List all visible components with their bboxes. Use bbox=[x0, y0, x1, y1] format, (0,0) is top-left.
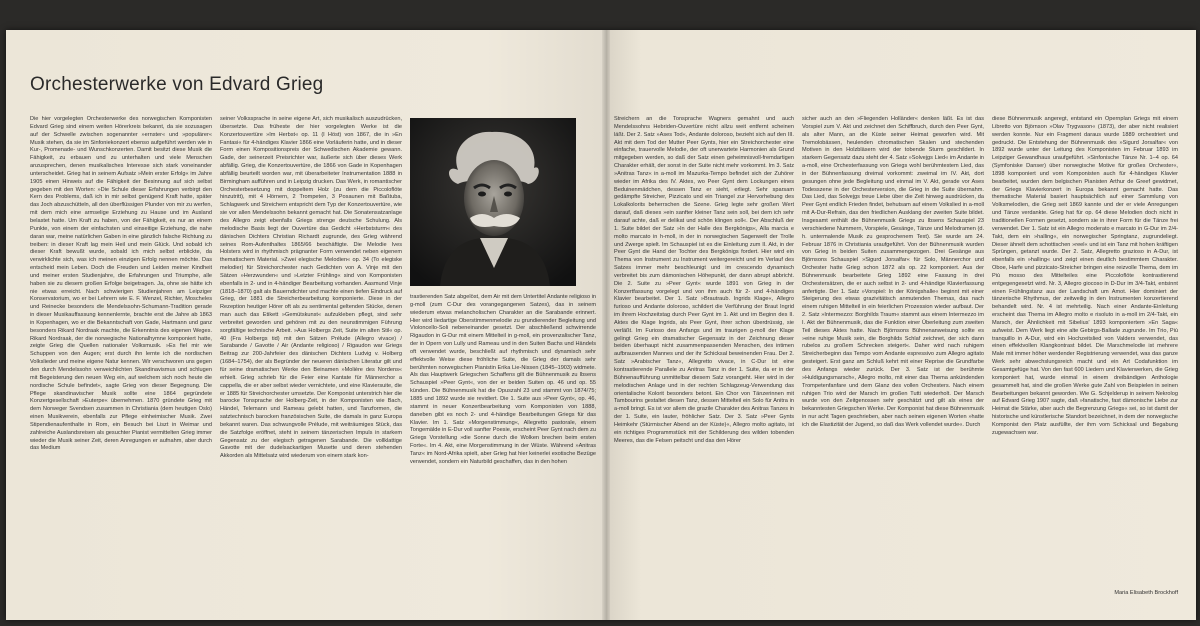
booklet-spread bbox=[6, 30, 1196, 620]
page-gutter bbox=[602, 30, 610, 620]
column-text: seiner Volkssprache in seine eigene Art, sich musikalisch auszudrücken, übersetzte. Das früheste der hier vorgelegten Werke ist die Konzertouvertüre »Im Herbst« op. 11 (I Höst) von 1867, die in »En Fantasi« für 4-händiges Klavier 1866 eine Vorläuferin hatte, und in dieser Form einen Kompositionspreis der Schwedischen Akademie gewann. Gade, der seinerzeit Preisrichter war, äußerte sich über dieses Werk abfällig. Grieg, die Konzertouvertüre, die 1866 von Gade in Kopenhagen abfällig beurteilt worden war, mit überarbeiteter Instrumentation 1888 in Birmingham aufführen und in Leipzig drucken. Das Werk, in romantischer Orchesterbesetzung mit doppeltem Holz (zu dem die Piccoloflöte hinzutritt), mit 4 Hörnern, 2 Trompeten, 3 Posaunen mit Baßtuba, Schlagwerk und Streichern entspricht dem Typ der Konzertouvertüre, wie sie vor allen Mendelssohn bekannt gemacht hat. Die Sonatensatzanlage des Allegro zeigt ebenfalls Griegs strenge deutsche Schulung. Als melodische Basis liegt der Ouvertüre das Gedicht »Herbststurm« des dänischen Dichters Christian Richardt zugrunde, des Grieg während seines Rom-Aufenthaltes 1865/66 beschäftigte. Die Melodie Ives Holsters wird in rhythmisch prägnanter Form verwendet neben eigenem thematischem Material. »Zwei elegische Melodien« op. 34 (To elegiske melodier) für Streichorchester nach Gedichten von A. Vinje mit den Sätzen »Herzwunden« und »Letzter Frühling« sind von Komponisten ebenfalls in 2- und in 4-händiger Bearbeitung vorhanden. Aasmund Vinje (1818–1870) galt als Bauerndichter und machte einen tiefen Eindruck auf Grieg, der 1881 die Streicherbearbeitung komponierte. Diese in der Rezeption heutiger Hörer oft als zu sentimental geltenden Stücke, denen man auch das Etikett »Gemütskunst« aufzukleben pflegt, sind sehr verbreitet geworden und gehören mit zu den neunstimmigen Führung sorgfältige technische Arbeit. »Aus Holbergs Zeit, Suite im alten Stil« op. 40 (Fra Holbergs tid) mit den Sätzen Prélude (Allegro vivace) / Sarabande / Gavotte / Air (Andante religioso) / Rigaudon war Griegs Beitrag zur 200-Jahrfeier des dänischen Dichters Ludvig v. Holberg (1684–1754), der als Begründer der neueren dänischen Literatur gilt und für seine dramatischen Werke den Beinamen »Molière des Nordens« erhielt. Grieg schrieb für die Feier eine Kantate für Männerchor a cappella, die er aber selbst wieder vernichtete, und eine Klaviersuite, die er 1885 für Streichorchester umsetzte. Der Komponist unterstrich hier die barocke Tonsprache der Holberg-Zeit, in der Komponisten wie Bach, Händel, Telemann und Rameau gelebt hatten, und Tanzformen, die satztechnisch barocken französischen Suite, die damals in ganz Europa bekannt waren. Das schwungvolle Prélude, mit weiträumiges Stück, das die Satzfolge eröffnet, steht in seinem tänzerischen Impuls in starkem Gegensatz zu der elegisch getragenen Sarabande. Die vollklattige Gavotte mit der dudelsackartigen Musette und deren stehenden Akkorden als Mittelsatz wird wiederum von einem stark kon- bbox=[220, 116, 402, 460]
portrait-illustration bbox=[410, 118, 576, 286]
page-title: Orchesterwerke von Edvard Grieg bbox=[30, 74, 324, 95]
text-column-4 bbox=[614, 116, 794, 616]
text-column-1 bbox=[30, 116, 212, 616]
text-column-2 bbox=[220, 116, 402, 616]
portrait-photo bbox=[410, 118, 576, 286]
column-text: trastierenden Satz abgelöst, dem Air mit dem Untertitel Andante religioso in g-moll (zum C-Dur des vorangegangenen Satzes), das in seinem wiederum etwas melancholischen Charakter an die Sarabande erinnert. Hier wird liedartige Oberstimmenmelodie zu grundierender Begleitung und Violoncello-Soli nebeneinander gesetzt. Der abschließend schwirrende Rigaudon in G-Dur mit einem Mittelteil in g-moll, ein provenzalischer Tanz, der in Opern von Lully und Rameau und in den Suiten Bachs und Händels oft verwendet wurde, beschließt auf rhythmisch und dynamisch sehr effektvolle Weise diese fröhliche Suite, die Grieg der damals sehr berühmten norwegischen Pianistin Erika Lie-Nissen (1845–1903) widmete. Als das Hauptwerk Griegschen Schaffens gilt die Bühnenmusik zu Ibsens Schauspiel »Peer Gynt«, von der er beiden Suiten op. 46 und op. 55 künden. Die Bühnenmusik hat die Opuszahl 23 und stammt von 1874/75; 1885 und 1892 wurde sie revidiert. Die 1. Suite aus »Peer Gynt«, op. 46, stammt in neuer Konzertbearbeitung vom Komponisten von 1888, daneben gibt es noch 2- und 4-händige Bearbeitungen Griegs für das Klavier. Im 1. Satz »Morgenstimmung«, Allegretto pastorale, einem Tongemälde in E-Dur voll sanfter Poesie, erscheint Peer Gynt nach dem zu Griegs Vorstellung »die Sonne durch die Wolken brechen beim ersten Forte«. Im 4. Akt, eine Morgenstimmung in der Wüste. Während »Anitras Tanz« im Nord-Afrika spielt, aber Grieg hat hier keinerlei exotische Bezüge verwendet, sondern ein Naturbild geschaffen, das in den hohen bbox=[410, 294, 596, 465]
column-text: Streichern an die Tonsprache Wagners gemahnt und auch Mendelssohns Hebriden-Ouvertüre nicht allzu weit entfernt scheinen läßt. Der 2. Satz »Ases Tod«, Andante doloroso, bezieht sich auf den III. Akt mit dem Tod der Mutter Peer Gynts, hier ein Streichorchester eine einfache, trauervolle Melodie, der oft unerwartete Harmonien als Grund mitgegeben werden, so daß der Satz einen geheimnisvoll-fremdartigen Charakter erhält, der sonst in der Suite nicht mehr vorkommt. Im 3. Satz »Anitras Tanz« in a-moll im Mazurka-Tempo befindet sich der Zuhörer wieder im Afrika des IV. Aktes, wo Peer Gynt dem Lockungen eines Beduinenmädchen, dessen Tanz er sieht, erliegt. Sehr sparsam gedämpfte Streicher, Pizzicato und ein Triangel zur Hervorhebung des Lokalkolorits beherrschen die Szene. Grieg legte sehr großen Wert darauf, daß dieses »ein sanfter kleiner Tanz sein soll, bei dem ich sehr darauf achte, daß er delikat und schön klingen soll«. Der Abschluß der 1. Suite bildet der Satz »In der Halle des Bergkönigs«, Alla marcia e molto marcato in h-moll, in der in norwegischen Sagenwelt der Trolle und Zwerge spielt. Im Schauspiel ist es die Einleitung zum II. Akt, in der Peer Gynt die Hand der Tochter des Bergkönigs fordert. Hier wird ein Thema von Instrument zu Instrument weitergereicht und im Verlauf des Satzes immer mehr beschleunigt und im crescendo dynamisch verbreitet bis zum dämonischen Höhepunkt, der dann abrupt abbricht. Die 2. Suite zu »Peer Gynt« wurde 1891 von Grieg in der Konzertfassung vorgelegt und von ihm auch für 2- und 4-händiges Klavier bearbeitet. Der 1. Satz »Brautraub. Ingrids Klage«, Allegro furioso und Andante doloroso, schildert die Verführung der Braut Ingrid im ihrem Hochzeitstag durch Peer Gynt im 1. Akt und im Beginn des II. Aktes die Klage Ingrids, als Peer Gynt, ihrer schon überdrüssig, sie verläßt. Im Furioso des Anfangs und im traurigen g-moll der Klage gelingt Grieg ein dramatischer Gegensatz in der Zeichnung dieser beiden überhaupt nicht zusammenpassenden Menschen, des intimen aufbrausenden Mannes und der ihr Schicksal beweinenden Frau. Der 2. Satz »Arabischer Tanz«, Allegretto vivace, in C-Dur ist eine kontrastierende Parallele zu Anitras Tanz in der 1. Suite, da er in der Bühnenaufführung unmittelbar diesem Satz vorangeht. Hier wird in der melodischen Anlage und in der rechten Schlagzeug-Verwendung das orientalische Kolorit besonders betont. Ein Chor von Tänzerinnen mit Tambourins gestaltet diesen Tanz, dessen Mittelteil ein Solo für Anitra in a-moll bringt. Es ist vor allem die grazile Charakter des Anitras Tanzes in der 1. Suite, ein lauter, fröhlicher Satz. Der 3. Satz »Peer Gynts Heimkehr (Stürmischer Abend an der Küste)«, Allegro molto agitato, ist ein richtiges Programmstück mit der Schilderung des wilden tobenden Meeres, das die Felsen peitscht und das den Hörer bbox=[614, 116, 794, 444]
column-text: sicher auch an den »Fliegenden Holländer« denken läßt. Es ist das Vorspiel zum V. Akt und zeichnet den Schiffbruch, durch den Peer Gynt, als alter Mann, an die Küste seiner Heimat geworfen wird. Mit Tremolobässen, heulenden chromatischen Skalen und stechenden Motiven in den Holzbläsern wird der tobende Sturm geschildert. In starkem Gegensatz dazu steht der 4. Satz »Solvejgs Lied« im Andante in a-moll, eine Orchesterfassung von Griegs wohl berühmtestem Lied, das in der Bühnenfassung dreimal vorkommt: zweimal im IV. Akt, dort gesungen ohne jede Begleitung und einmal im V. Akt, gerade vor Ases Todesszene in der Orchesterversion, die Grieg in die Suite übernahm. Das Lied, das Solvejgs treue Liebe über die Zeit hinweg ausdrücken, da Peer Gynt endlich Frieden findet, behutsam auf einem Volkslied in a-moll mit A-Dur-Refrain, das den friedlichen Ausklang der zweiten Suite bildet. Insgesamt enthält die Bühnenmusik Griegs zu Ibsens Schauspiel 23 verschiedene Nummern, Vorspiele, Gesänge, Tänze und Melodramen (d. h. untermalende Musik zu gesprochenem Text). Sie wurde am 24. Februar 1876 in Christiania uraufgeführt. Von der Bühnenmusik wurden von Grieg in beiden Suiten zusammengezogen. Drei Gesänge aus Björnsons Schauspiel »Sigurd Jorsalfar« für Solo, Männerchor und Orchester hatte Grieg schon 1872 als op. 22 komponiert. Aus der Bühnenmusik bearbeitete Grieg 1892 eine Fassung in drei Orchestersätzen, die er auch selbst in 2- und 4-händige Klavierfassung anfertigte. Der 1. Satz »Vorspiel: In der Königshalle« beginnt mit einer Steigerung des etwas grazivitätisch anmutenden Themas, das nach einem ruhigen Mittelteil in ein feierlichen Prozession wieder aufbaut. Der 2. Satz »Intermezzo: Borghilds Traum« stammt aus einem Intermezzo im I. Akt der Bühnenmusik, das die Funktion einer Überleitung zum zweiten Teil dieses Aktes hatte. Nach Björnsons Bühnenanweisung sollte es »eine ruhige Musik sein, die Borghilds Schlaf zeichnet, der sich dann rubelos zu großem Schrecken steigert«. Daher wird nach ruhigem Streicherbeginn das Tempo vom Andante espressivo zum Allegro agitato gesteigert. Erst ganz am Schluß kehrt mit einer Reprise die Grundfarbe des Anfangs wieder zurück. Der 3. Satz ist der berühmte »Huldigungsmarsch«, Allegro molto, mit einer das Thema ankündenden Trompetenfanfare und dem Glanz des vollen Orchesters. Nach einem ruhigen Trio wird der Marsch im großen Tutti wiederholt. Der Marsch wurde von den Zeitgenossen sehr geschätzt und gilt als eines der bekanntesten Griegschen Werke. Der Komponist hat diese Bühnenmusik in nur acht Tagen geschrieben, aber nach seinen eigenen Worten »hatte ich die Elastizität der Jugend, so daß das Werk vollendet wurde«. Durch bbox=[802, 116, 984, 428]
column-text: diese Bühnenmusik angeregt, entstand ein Opernplan Griegs mit einem Libretto von Björnson »Olav Trygvason« (1873), der aber nicht realisiert werden konnte. Nur ein Fragment daraus wurde 1889 orchestriert und gedruckt. Die Entstehung der Bühnenmusik des »Sigurd Jorsalfar« von 1892 wurde unter der Leitung des Komponisten im Februar 1893 im Leipziger Gewandhaus uraufgeführt. »Sinfonische Tänze Nr. 1–4 op. 64 (Symfoniske Danser) über norwegische Motive für großes Orchester«, 1898 komponiert und vom Komponisten auch für 4-händiges Klavier bearbeitet, wurden dem belgischen Pianisten Arthur de Greef gewidmet, der Griegs Klavierkonzert in Europa bekannt gemacht hatte. Das thematische Material basiert hauptsächlich auf einer Sammlung von Volksmelodien, die Grieg seit 1869 kannte und der er viele Anregungen und Tänze verdankte. Grieg hat für op. 64 diese Melodien doch nicht in traditionellen Formen gesetzt, sondern sie in ihrer Form für die Tänze frei verwendet. Der 1. Satz ist ein Allegro moderato e marcato in G-Dur im 2/4-Takt, dem ein »halling«, ein norwegischer Springtanz, zugrundeliegt. Dieser ähnelt dem schottischen »reel« und ist ein Tanz mit hohen kräftigen Sprüngen, getanzt wurde. Der 2. Satz, Allegretto grazioso in A-Dur, ist ebenfalls ein »halling« und zeigt einen deutlich bestimmtem Charakter. Oboe, Harfe und pizzicato-Streicher bringen eine reizvolle Thema, dem im Più mosso des Mittelteiles eine Piccoloflöte kontrastierend entgegengesetzt wird. Nr. 3, Allegro giocoso in D-Dur im 3/4-Takt, entsinnt einen Frühlingstanz aus der Landschaft um Amot. Hier dominiert der tänzerische Rhythmus, der zeitweilig in den Instrumenten konzertierend behandelt wird. Nr. 4 ist mehrteilig. Nach einer Andante-Einleitung erscheint das Thema im Allegro molto e risoluto in a-moll im 2/4-Takt, ein Marsch, der Ähnlichkeit mit Sibelius' 1893 komponiertem »En Saga« aufweist. Dem Werk liegt eine alte Gebirgs-Ballade zugrunde. Im Trio, Più tranquillo in A-Dur, wird ein Hochzeitslied von Valders verwendet, das einen effektvollen Klangkontrast bildet. Die Marschmelodie ist mehrere Male mit immer höher werdender Registrierung verwendet, was das ganze Werk sehr abwechslungsreich macht und ein Art Codafunktion im Gesamtgefüge hat. Von den fast 600 Liedern und Klavierwerken, die Grieg komponiert hat, wurde einmal in einem dreibändigen Anthologie gesammelt hat, sind die großen Werke gute Zahl von Beispielen in seinen Bearbeitungen bekannt geworden. Wie G. Schjelderup in seinem Nekrolog auf Edvard Grieg 1907 sagte, daß »fanatische, fast dämonische Liebe zur Heimat die Stärke, aber auch die Begrenzung Griegs« sei, so ist damit der historische und künstlerische Standort bezeichnet, in dem der norwegische Komponist den Platz ausfüllte, der ihm vom Schicksal und Begabung zugewachsen war. bbox=[992, 116, 1178, 436]
text-column-5 bbox=[802, 116, 984, 616]
text-column-3 bbox=[410, 294, 596, 616]
text-column-6 bbox=[992, 116, 1178, 588]
column-text: Die hier vorgelegten Orchesterwerke des norwegischen Komponisten Edvard Grieg sind einem weiten Hörerkreis bekannt, da sie sozusagen auf der Schwelle zwischen sogenannter »ernster« und »populärer« Musik stehen, da sie im Sinfoniekonzert ebenso aufgeführt werden wie in Kur-, Promenade- und Wunschkonzerten. Damit besitzt diese Musik die Fähigkeit, zu erbauen und zu unterhalten und viele Menschen anzusprechen, denen musikalisches Interesse sich stark voneinander unterscheidet. Grieg hat in seinem Aufsatz »Mein erster Erfolg« im Jahre 1905 einen Hinweis auf die Fähigkeit der Besinnung auf sich selbst gegeben mit den Worten: »Die Schule dieser Erfahrungen verbirgt den Kern des Problems, daß ich in mir selbst genügend Kraft hatte, später das Joch abzuschütteln, all den überflüssigen Plunder von mir zu werfen, mit dem mich eine armselige Erziehung zu Hause und im Ausland belastet hatte. Um Kraft zu haben, von der Fähigkeit, es nur an einem Punkte, von einem der einfachsten und einseitige Erziehung, die nahe daran war, meine natürlichen Gaben in eine gänzlich falsche Richtung zu treiben: in dieser Kraft lag mein Heil und mein Glück. Und sobald ich dieser Kraft bewußt wurde, sobald ich mich selbst erblickte, da verwirklichte sich, was ich meinen einzigen Erfolg nennen möchte. Das entscheid mein Leben. Doch die Freuden und Leiden meiner Kindheit und meiner ersten Studienjahre, die Erfahrungen und Triumphe, alle haben sie zu diesem großen Erfolge beigetragen. Ja, ohne sie hätte ich nie etwas erreicht. Nach schwierigen Studienjahren am Leipziger Konservatorium, wo er bei Lehrern wie E. F. Wenzel, Richter, Moscheles und Reinecke besonders die Mendelssohn-Schumann-Tradition gerade in dieser Musikauffassung kennenlernte, brachte erst die Jahre ab 1863 in Kopenhagen, wo er die Bekanntschaft von Gade, Hartmann und ganz besonders Rikard Nordraak machte, die Erkenntnis des eigenen Weges. Rikard Nordraak, der die norwegische Nationalhymne komponiert hatte, zeigte Grieg die Quellen nationaler Volksmusik. »Es fiel mir wie Schuppen von den Augen; erst durch ihn lernte ich die nordischen Volkslieder und meine eigene Natur kennen. Wir verschworen uns gegen den durch Mendelssohn verweichlichten Skandinavismus und schlugen mit Begeisterung den neuen Weg ein, auf welchem sich noch heute die nordische Schule befindet«, sagte Grieg von dieser Begegnung. Die Pflege skandinavischer Musik sollte eine 1864 gegründete Konzertgesellschaft »Euterpe« übernehmen. 1870 gründete Grieg mit dem Norweger Svendsen zusammen in Christiania (dem heutigen Oslo) einen Musikverein, ebenfalls zur Pflege einheimischer Musik. Zwei Stipendienaufenthalte in Rom, ein Besuch bei Liszt in Weimar und zahlreiche Auslandsreisen als gesuchter Pianist vermittelten Grieg immer wieder die Musik seiner Zeit, deren Anregungen er aufnahm, aber durch das Medium bbox=[30, 116, 212, 452]
author-signature: Maria Elisabeth Brockhoff bbox=[1114, 590, 1178, 596]
